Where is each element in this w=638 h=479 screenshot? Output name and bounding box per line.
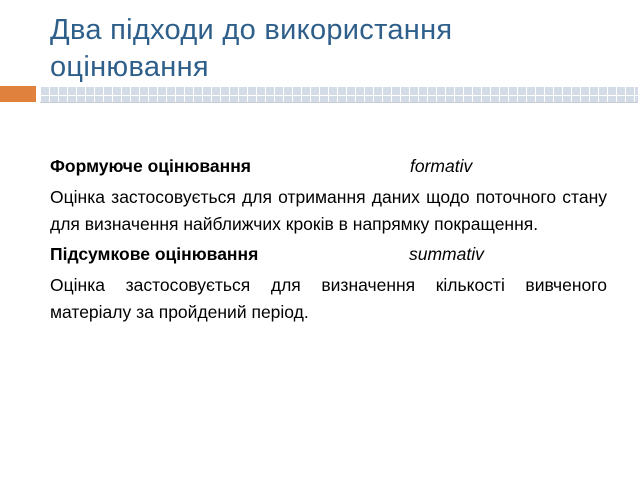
section-text-summative: Оцінка застосовується для визначення кількості вивченого матеріалу за пройдений період. bbox=[50, 275, 607, 322]
divider bbox=[40, 102, 638, 103]
slide-body bbox=[50, 152, 607, 328]
slide-title bbox=[50, 12, 610, 86]
term-formativ: formativ bbox=[410, 156, 473, 176]
section-heading-formative bbox=[50, 152, 607, 180]
accent-bar bbox=[0, 86, 36, 102]
term-summativ: summativ bbox=[409, 244, 484, 264]
decorative-grid-band bbox=[40, 86, 638, 102]
heading-text: Підсумкове оцінювання bbox=[50, 244, 259, 264]
title-line-2: оцінювання bbox=[50, 51, 209, 83]
heading-text: Формуюче оцінювання bbox=[50, 156, 252, 176]
title-line-1: Два підходи до використання bbox=[50, 14, 453, 46]
section-heading-summative bbox=[50, 240, 607, 268]
section-text-formative: Оцінка застосовується для отримання даних щодо поточного стану для визначення найближчих кроків в напрямку покращення. bbox=[50, 187, 607, 234]
